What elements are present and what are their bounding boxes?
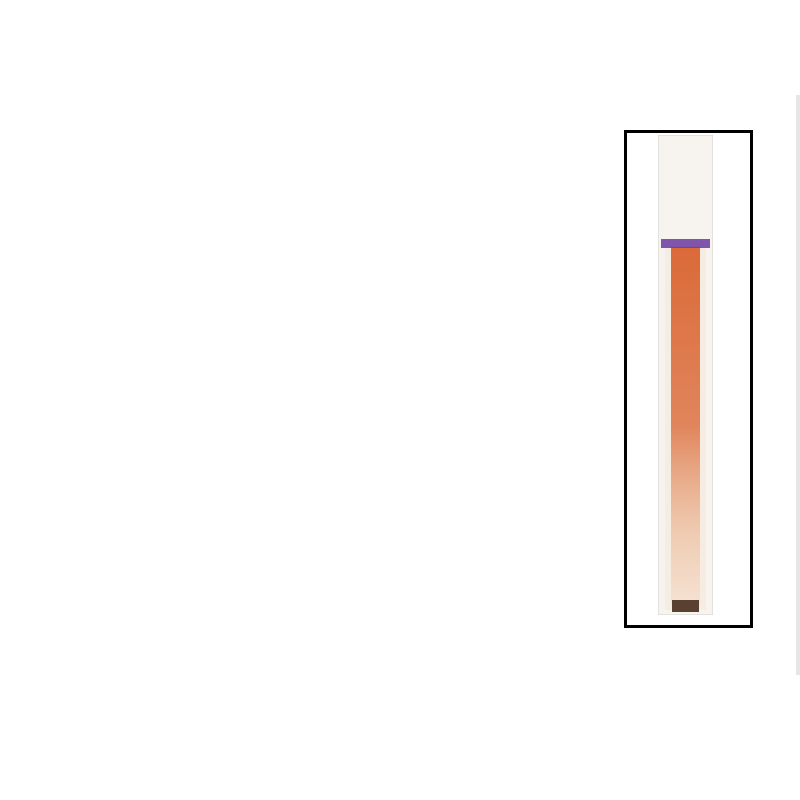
table-column-3 [427, 190, 608, 240]
units-header [236, 190, 327, 240]
strip-color-column [671, 247, 700, 605]
chloride-header [327, 190, 418, 240]
table-header [427, 190, 608, 240]
table-header [45, 190, 226, 240]
table-header [236, 190, 417, 240]
strip-marker-band [661, 239, 710, 248]
chloride-header [136, 190, 227, 240]
card-edge [796, 95, 800, 675]
units-header [45, 190, 136, 240]
table-column-2 [236, 190, 417, 240]
chloride-header [518, 190, 609, 240]
units-header [427, 190, 518, 240]
test-strip [658, 135, 713, 615]
table-column-1 [45, 190, 226, 240]
